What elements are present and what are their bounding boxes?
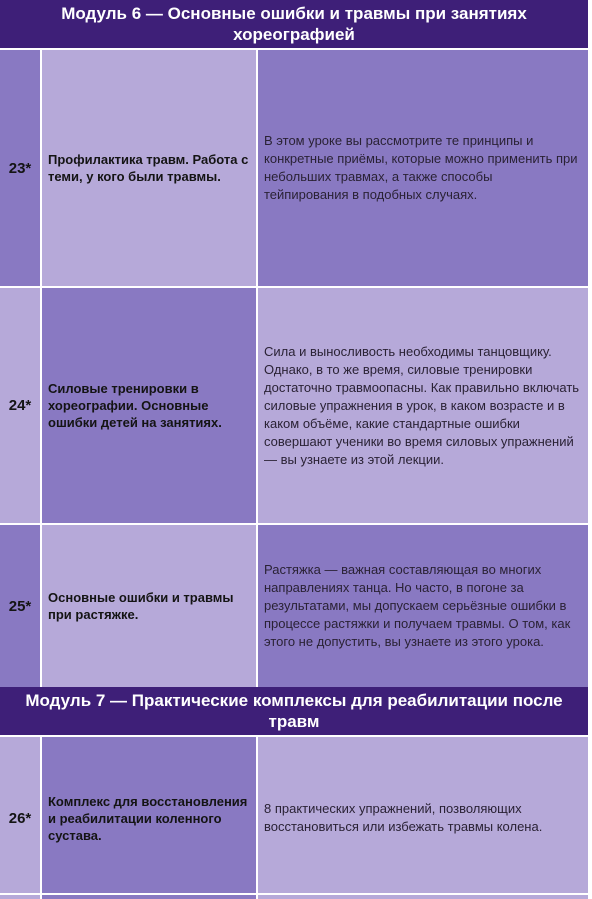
lesson-number: 24*	[0, 288, 40, 523]
lesson-description: 8 практических упражнений, позволяющих восстановиться или избежать травмы колена.	[258, 737, 588, 899]
lesson-number: 25*	[0, 525, 40, 687]
lesson-description: В этом уроке вы рассмотрите те принципы и конкретные приёмы, которые можно применить при небольших травмах, а также способы тейпирования в подобных случаях.	[258, 50, 588, 286]
lesson-title: Основные ошибки и травмы при растяжке.	[42, 525, 256, 687]
lesson-row-24	[0, 286, 588, 523]
lesson-title: Комплекс для восстановления и реабилитации коленного сустава.	[42, 737, 256, 899]
lesson-description: Сила и выносливость необходимы танцовщику. Однако, в то же время, силовые тренировки достаточно травмоопасны. Как правильно включать силовые упражнения в урок, в каком возрасте и в каком объёме, какие стандартные ошибки совершают ученики во время силовых упражнений — вы узнаете из этой лекции.	[258, 288, 588, 523]
lesson-number: 23*	[0, 50, 40, 286]
module-title: Модуль 7 — Практические комплексы для реабилитации после травм	[25, 691, 563, 731]
lesson-row-25	[0, 523, 588, 687]
lesson-description: Растяжка — важная составляющая во многих направлениях танца. Но часто, в погоне за результатами, мы допускаем серьёзные ошибки в процессе растяжки и получаем травмы. О том, как этого не допустить, вы узнаете из этого урока.	[258, 525, 588, 687]
module-title: Модуль 6 — Основные ошибки и травмы при занятиях хореографией	[61, 4, 527, 44]
lesson-row-26	[0, 735, 588, 899]
lesson-row-23	[0, 48, 588, 286]
lesson-title: Силовые тренировки в хореографии. Основные ошибки детей на занятиях.	[42, 288, 256, 523]
lesson-number: 26*	[0, 737, 40, 899]
module-6-header	[0, 0, 588, 48]
lesson-title: Профилактика травм. Работа с теми, у кого были травмы.	[42, 50, 256, 286]
module-7-header	[0, 687, 588, 735]
bottom-divider	[0, 893, 588, 895]
